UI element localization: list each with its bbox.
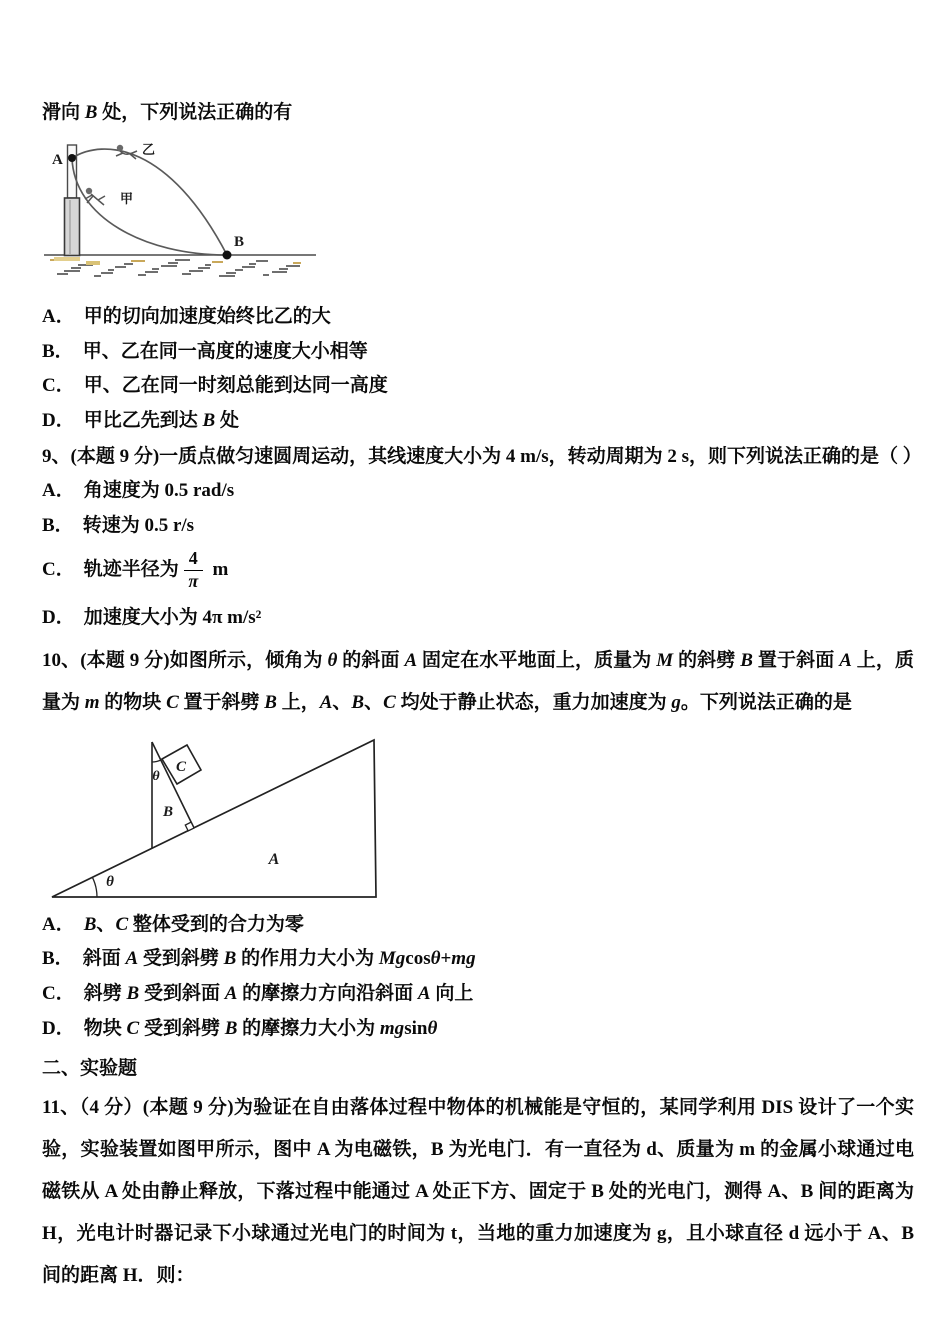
option-text [83,948,476,969]
option-row [42,942,914,977]
label-base-angle: θ [106,873,114,890]
apex-angle-arc [152,760,161,762]
variable: m [84,691,100,713]
text-segment: 滑向 [42,102,85,123]
q10-figure [44,724,444,906]
text-segment: + [440,948,452,970]
q11-stem [42,1087,914,1297]
variable: mg [379,1017,405,1039]
text-segment: 轨迹半径为 [83,558,179,580]
text-segment: 的斜面 [337,649,405,671]
option-row [42,300,914,335]
variable: C [383,691,396,713]
option-label: B． [42,948,74,970]
q9-options [42,474,914,636]
option-row [42,369,914,404]
variable: C [126,1017,140,1039]
text-segment: 的物块 [99,691,167,713]
option-row [42,977,914,1012]
variable: B [740,649,753,671]
fraction-denominator: π [188,570,199,591]
option-label: A． [42,913,75,935]
option-text [84,480,234,501]
label-wedge-b: B [162,803,174,820]
text-segment: 处 [215,409,239,431]
option-text [83,548,229,591]
variable: A [319,691,333,713]
option-row [42,509,914,544]
variable: θ [430,948,441,970]
variable: Mg [378,948,406,970]
label-point-b: B [234,234,245,250]
variable: C [166,691,179,713]
label-apex-angle: θ [152,768,160,784]
lower-slide-curve [72,158,227,255]
text-segment: 甲、乙在同一时刻总能到达同一高度 [83,375,388,397]
option-row [42,474,914,509]
variable: B [84,102,98,123]
base-angle-arc [92,877,97,897]
variable: θ [427,1017,438,1039]
text-segment: 的摩擦力方向沿斜面 [237,983,418,1005]
variable: A [125,948,139,970]
option-text [84,410,239,431]
text-segment: sin [404,1017,428,1039]
option-text [84,983,474,1004]
point-a-dot [68,154,76,162]
text-segment: 10、(本题 9 分)如图所示，倾角为 [42,649,328,671]
option-row [42,335,914,370]
option-label: D． [42,409,75,431]
text-segment: 9、(本题 9 分)一质点做匀速圆周运动，其线速度大小为 4 m/s，转动周期为 2 s，则下列说法正确的是（ ） [42,446,922,468]
text-segment: 的作用力大小为 [236,948,379,970]
text-segment: 物块 [83,1017,127,1039]
variable: A [417,983,431,1005]
text-segment: 处，下列说法正确的有 [97,102,293,123]
q8-continuation-text [42,96,914,130]
option-text [84,1018,438,1039]
variable: B [223,948,237,970]
text-segment: m [207,558,229,580]
text-segment: 、 [96,913,116,935]
variable: B [264,691,277,713]
option-label: D． [42,607,75,629]
label-point-a: A [52,152,63,168]
option-label: A． [42,480,75,502]
fraction-numerator: 4 [184,549,203,570]
text-segment: 、 [364,691,384,713]
text-segment: 角速度为 0.5 rad/s [83,480,235,502]
text-segment: 受到斜劈 [138,948,224,970]
text-segment: 转速为 0.5 r/s [82,514,195,536]
variable: B [351,691,365,713]
option-row [42,404,914,439]
text-segment: 甲比乙先到达 [83,409,203,431]
variable: A [224,983,238,1005]
exam-content [42,96,922,1297]
label-rider-lower: 甲 [120,191,134,206]
text-segment: 的斜劈 [673,649,741,671]
option-label: B． [42,340,74,362]
variable: B [224,1017,238,1039]
text-segment: 斜劈 [83,983,127,1005]
variable: B [126,983,140,1005]
text-segment: cos [405,948,431,970]
variable: g [671,691,681,713]
variable: M [656,649,674,671]
option-text [84,607,262,628]
text-segment: 甲、乙在同一高度的速度大小相等 [82,340,368,362]
label-block-c: C [175,758,187,775]
option-label: B． [42,514,74,536]
option-label: C． [42,375,75,397]
text-segment: 受到斜面 [139,983,225,1005]
variable: C [115,913,129,935]
option-text [84,375,388,396]
text-segment: 的摩擦力大小为 [237,1017,380,1039]
q10-options [42,908,914,1046]
q9-stem [42,440,922,474]
text-segment: 固定在水平地面上，质量为 [417,649,657,671]
option-label: D． [42,1017,75,1039]
text-segment: 置于斜面 [752,649,840,671]
right-angle-mark [185,822,194,831]
option-row [42,549,914,591]
text-segment: 斜面 [82,948,126,970]
text-segment: 、 [332,691,352,713]
option-text [83,341,368,362]
text-segment: 置于斜劈 [178,691,265,713]
section-heading-experiment: 二、实验题 [42,1058,138,1080]
option-label: C． [42,558,75,580]
variable: mg [451,948,476,970]
q8-options [42,300,914,438]
upper-slide-curve [72,149,227,255]
variable: B [83,913,97,935]
variable: A [839,649,852,671]
option-text [84,306,331,327]
label-incline-a: A [268,850,280,868]
variable: B [202,409,216,431]
option-row [42,908,914,943]
option-row [42,601,914,636]
option-label: C． [42,983,75,1005]
text-segment: 向上 [430,983,474,1005]
point-b-dot [223,251,232,260]
incline-triangle [52,740,376,897]
variable: A [404,649,418,671]
option-label: A． [42,306,75,327]
variable: θ [327,649,338,671]
text-segment: 加速度大小为 4π m/s² [83,607,262,629]
text-segment: 均处于静止状态，重力加速度为 [395,691,672,713]
text-segment: 11、（4 分）(本题 9 分)为验证在自由落体过程中物体的机械能是守恒的，某同学利用 DIS 设计了一个实验，实验装置如图甲所示，图中 A 为电磁铁，B 为光电门．有一直径为 d、质量为 m 的金属小球通过电磁铁从 A 处由静止释放，下落过程中能通过 A 处正下方、固定于 B 处的光电门，测得 A、B 间的距离为 H，光电计时器记录下小球通过光电门的时间为 t，当地的重力加速度为 g，且小球直径 d 远小于 A、B 间的距离 H．则： [42,1096,914,1286]
text-segment: 整体受到的合力为零 [128,913,304,935]
rider-lower-figure [85,188,105,205]
fraction [184,549,203,591]
option-text [83,515,194,536]
text-segment: 上，质量为 [42,649,914,713]
option-text [84,914,304,935]
text-segment: 上， [276,691,320,713]
option-row [42,1012,914,1047]
text-segment: 受到斜劈 [139,1017,225,1039]
q8-figure [44,142,334,292]
text-segment: 甲的切向加速度始终比乙的大 [83,306,331,327]
label-rider-upper: 乙 [142,142,156,157]
q10-stem [42,640,914,724]
ground-texture [50,259,301,276]
text-segment: 。下列说法正确的是 [680,691,852,713]
